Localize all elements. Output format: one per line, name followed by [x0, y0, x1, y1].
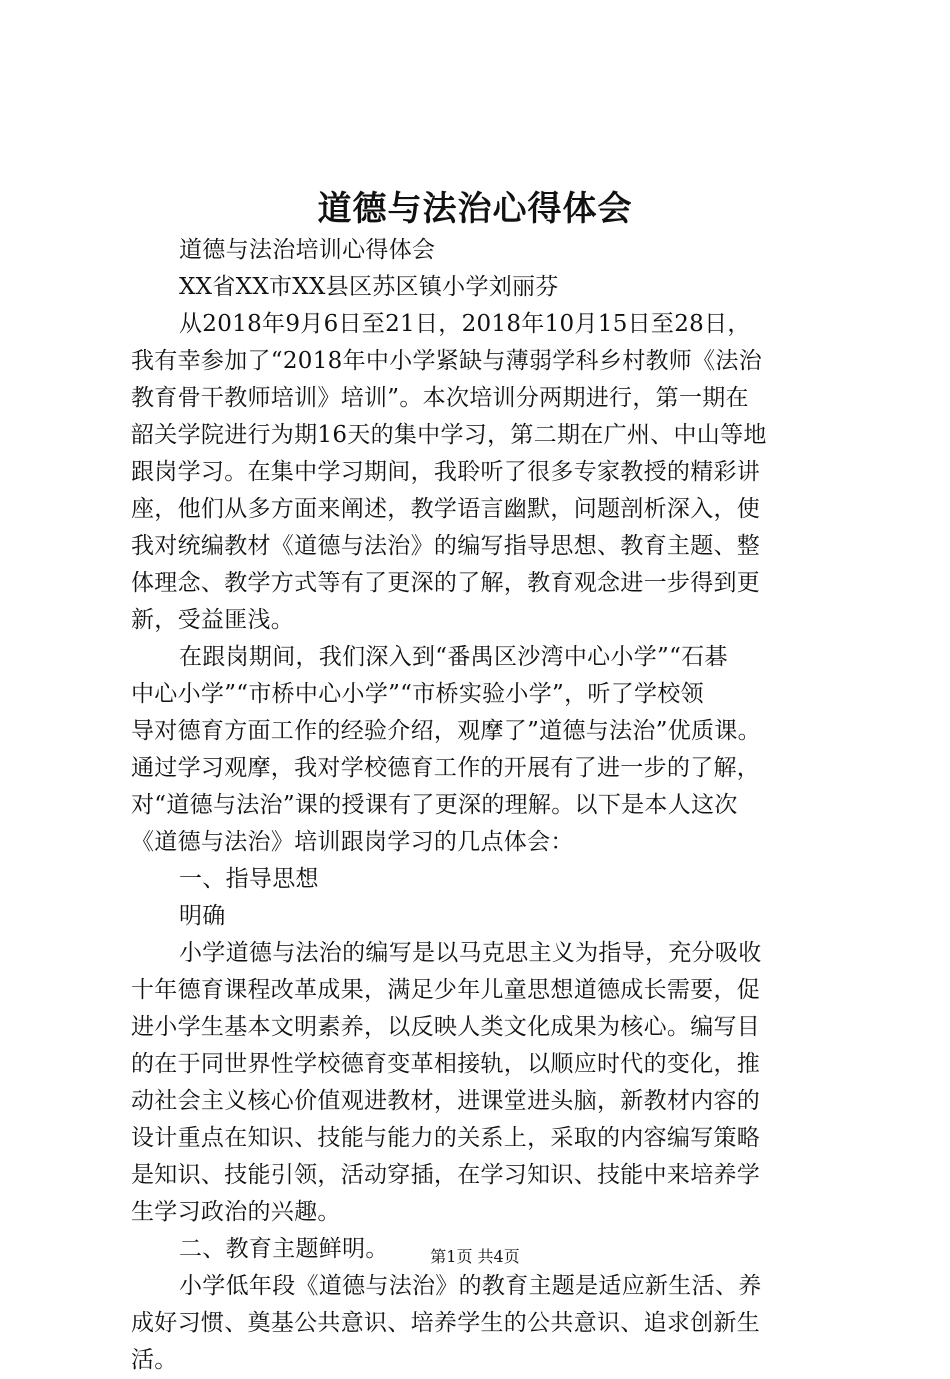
page-footer: 第1页 共4页 — [430, 1247, 520, 1266]
paragraph-line: 小学道德与法治的编写是以马克思主义为指导，充分吸收 — [179, 940, 762, 966]
document-title: 道德与法治心得体会 — [317, 189, 633, 229]
paragraph-line: 教育骨干教师培训》培训”。本次培训分两期进行，第一期在 — [131, 385, 749, 411]
paragraph-line: 通过学习观摩，我对学校德育工作的开展有了进一步的了解， — [131, 755, 761, 781]
paragraph-line: 从2018年9月6日至21日，2018年10月15日至28日， — [179, 311, 751, 337]
paragraph-line: 中心小学”“市桥中心小学”“市桥实验小学”，听了学校领 — [131, 681, 704, 707]
paragraph-line: 韶关学院进行为期16天的集中学习，第二期在广州、中山等地 — [131, 422, 767, 448]
paragraph-line: 是知识、技能引领，活动穿插，在学习知识、技能中来培养学 — [131, 1162, 761, 1188]
document-body — [131, 232, 831, 1379]
paragraph-line: 跟岗学习。在集中学习期间，我聆听了很多专家教授的精彩讲 — [131, 459, 761, 485]
paragraph-line: 导对德育方面工作的经验介绍，观摩了”道德与法治”优质课。 — [131, 718, 761, 744]
paragraph-line: 《道德与法治》培训跟岗学习的几点体会： — [131, 829, 574, 855]
paragraph-line: 我有幸参加了“2018年中小学紧缺与薄弱学科乡村教师《法治 — [131, 348, 762, 374]
paragraph-line: 设计重点在知识、技能与能力的关系上，采取的内容编写策略 — [131, 1125, 761, 1151]
paragraph-line: 生学习政治的兴趣。 — [131, 1199, 341, 1225]
paragraph-line: 小学低年段《道德与法治》的教育主题是适应新生活、养 — [179, 1273, 762, 1299]
paragraph-line: 明确 — [179, 903, 226, 929]
paragraph-line: 体理念、教学方式等有了更深的了解，教育观念进一步得到更 — [131, 570, 761, 596]
paragraph-line: 我对统编教材《道德与法治》的编写指导思想、教育主题、整 — [131, 533, 761, 559]
paragraph-line: 在跟岗期间，我们深入到“番禺区沙湾中心小学”“石碁 — [179, 644, 728, 670]
paragraph-line: 新，受益匪浅。 — [131, 607, 295, 633]
paragraph-line: 座，他们从多方面来阐述，教学语言幽默，问题剖析深入，使 — [131, 496, 761, 522]
paragraph-line: 动社会主义核心价值观进教材，进课堂进头脑，新教材内容的 — [131, 1088, 761, 1114]
paragraph-line: 的在于同世界性学校德育变革相接轨，以顺应时代的变化，推 — [131, 1051, 761, 1077]
author-line: XX省XX市XX县区苏区镇小学刘丽芬 — [179, 274, 559, 300]
paragraph-line: 活。 — [131, 1347, 178, 1373]
paragraph-line: 对“道德与法治”课的授课有了更深的理解。以下是本人这次 — [131, 792, 738, 818]
subtitle-line: 道德与法治培训心得体会 — [179, 237, 436, 263]
section-heading: 二、教育主题鲜明。 — [179, 1236, 389, 1262]
paragraph-line: 进小学生基本文明素养，以反映人类文化成果为核心。编写目 — [131, 1014, 761, 1040]
section-heading: 一、指导思想 — [179, 866, 319, 892]
paragraph-line: 十年德育课程改革成果，满足少年儿童思想道德成长需要，促 — [131, 977, 761, 1003]
paragraph-line: 成好习惯、奠基公共意识、培养学生的公共意识、追求创新生 — [131, 1310, 761, 1336]
